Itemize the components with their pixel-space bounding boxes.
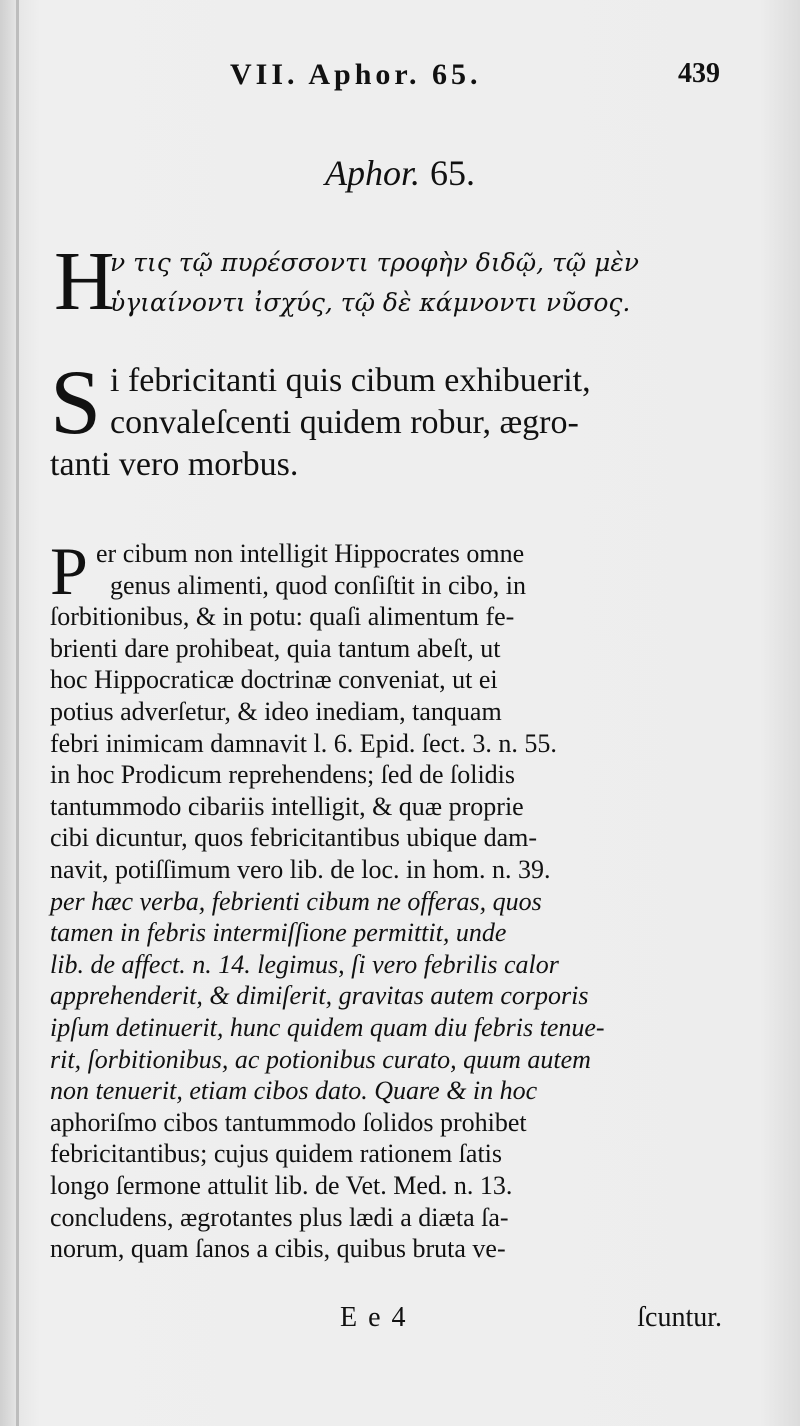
signature-mark: E e 4: [340, 1302, 408, 1333]
commentary-line: longo ſermone attulit lib. de Vet. Med. n. 13.: [50, 1171, 513, 1200]
commentary-line: tamen in febris intermiſſione permittit, unde: [50, 918, 507, 948]
page-gutter: [16, 0, 19, 1426]
commentary-line: febricitantibus; cujus quidem rationem ſatis: [50, 1139, 503, 1169]
commentary-line: febri inimicam damnavit l. 6. Epid. ſect. 3. n. 55.: [50, 728, 557, 758]
page-footer: [0, 1302, 800, 1342]
greek-initial: Η: [54, 235, 115, 328]
commentary-line: brienti dare prohibeat, quia tantum abeſt, ut: [50, 633, 501, 663]
commentary-line: apprehenderit, & dimiſerit, gravitas autem corporis: [50, 981, 589, 1011]
page-number: 439: [678, 58, 720, 89]
commentary-line: hoc Hippocraticæ doctrinæ conveniat, ut ei: [50, 665, 498, 695]
commentary-body: [50, 533, 730, 1338]
aphorism-heading: [0, 152, 800, 194]
aphorism-label: Aphor.: [324, 153, 420, 193]
commentary-line: tantummodo cibariis intelligit, & quæ proprie: [50, 791, 524, 821]
commentary-initial: P: [50, 533, 88, 609]
commentary-line: ſorbitionibus, & in potu: quaſi alimentum fe-: [50, 602, 515, 632]
commentary-line: cibi dicuntur, quos febricitantibus ubique dam-: [50, 823, 538, 853]
latin-translation: [50, 351, 730, 490]
commentary-line: lib. de affect. n. 14. legimus, ſi vero febrilis calor: [50, 949, 559, 979]
commentary-line: rit, ſorbitionibus, ac potionibus curato, quum autem: [50, 1044, 591, 1074]
translation-line: i febricitanti quis cibum exhibuerit,: [110, 362, 591, 399]
commentary-line: ipſum detinuerit, hunc quidem quam diu febris tenue-: [50, 1013, 605, 1042]
commentary-line: aphoriſmo cibos tantummodo ſolidos prohibet: [50, 1107, 527, 1137]
commentary-line: in hoc Prodicum reprehendens; ſed de ſolidis: [50, 760, 516, 790]
greek-aphorism: [50, 235, 730, 328]
commentary-line: potius adverſetur, & ideo inediam, tanquam: [50, 697, 502, 726]
commentary-line: navit, potiſſimum vero lib. de loc. in hom. n. 39.: [50, 855, 551, 884]
commentary-line: non tenuerit, etiam cibos dato. Quare & in hoc: [50, 1076, 538, 1106]
page-header: [230, 58, 720, 98]
catchword: ſcuntur.: [637, 1302, 722, 1333]
aphorism-number: 65.: [430, 153, 475, 193]
greek-line: ὑγιαίνοντι ἰσχύς, τῷ δὲ κάμνοντι νῦσος.: [110, 288, 631, 317]
drop-cap-initial: S: [50, 351, 102, 453]
translation-line: convaleſcenti quidem robur, ægro-: [110, 404, 579, 441]
commentary-line: per hæc verba, febrienti cibum ne offeras, quos: [50, 886, 542, 916]
commentary-line: norum, quam ſanos a cibis, quibus bruta ve-: [50, 1234, 506, 1264]
running-title: VII. Aphor. 65.: [230, 58, 482, 91]
commentary-line: concludens, ægrotantes plus lædi a diæta ſa-: [50, 1202, 509, 1232]
commentary-line: er cibum non intelligit Hippocrates omne: [96, 539, 525, 568]
commentary-line: genus alimenti, quod conſiſtit in cibo, in: [110, 570, 526, 600]
translation-line: tanti vero morbus.: [50, 446, 299, 483]
greek-line: ν τις τῷ πυρέσσοντι τροφὴν διδῷ, τῷ μὲν: [110, 248, 640, 277]
